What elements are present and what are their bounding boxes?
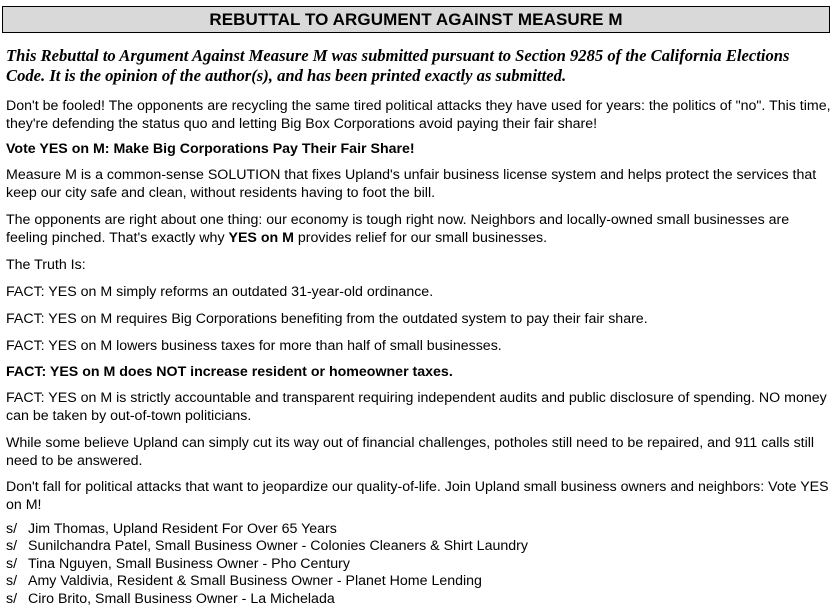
signature-prefix: s/	[6, 590, 18, 607]
paragraph-economy-bold: YES on M	[228, 230, 294, 246]
heading-vote-yes: Vote YES on M: Make Big Corporations Pay Their Fair Share!	[6, 141, 415, 157]
signature-item	[6, 573, 832, 590]
signature-text: Tina Nguyen, Small Business Owner - Pho Century	[28, 555, 350, 572]
signature-text: Sunilchandra Patel, Small Business Owner - Colonies Cleaners & Shirt Laundry	[28, 538, 528, 555]
signature-list	[6, 521, 832, 608]
paragraph-economy-text: The opponents are right about one thing: our economy is tough right now. Neighbors and locally-owned small businesses are feeling pinched. That's exactly why	[6, 212, 790, 246]
signature-text: Jim Thomas, Upland Resident For Over 65 Years	[28, 521, 337, 537]
paragraph-measure-m-solution: Measure M is a common-sense SOLUTION that fixes Upland's unfair business license system and helps protect the services that keep our city safe and clean, without residents having to foot the bill.	[6, 167, 817, 201]
signature-text: Amy Valdivia, Resident & Small Business Owner - Planet Home Lending	[28, 573, 482, 590]
intro-statement: This Rebuttal to Argument Against Measure M was submitted pursuant to Section 9285 of the California Elections Code. It is the opinion of the author(s), and has been printed exactly as submitted.	[6, 46, 790, 85]
document-title: REBUTTAL TO ARGUMENT AGAINST MEASURE M	[2, 6, 830, 33]
paragraph-dont-be-fooled: Don't be fooled! The opponents are recycling the same tired political attacks they have used for years: the politics of "no". This time, they're defending the status quo and letting Big Box Corporations avoid paying their fair share!	[6, 98, 831, 132]
paragraph-potholes: While some believe Upland can simply cut its way out of financial challenges, potholes still need to be repaired, and 911 calls still need to be answered.	[6, 435, 815, 469]
truth-heading: The Truth Is:	[6, 257, 86, 273]
signature-text: Ciro Brito, Small Business Owner - La Michelada	[28, 590, 335, 607]
fact-3: FACT: YES on M lowers business taxes for more than half of small businesses.	[6, 338, 502, 354]
paragraph-economy-end: provides relief for our small businesses.	[293, 230, 548, 246]
fact-1: FACT: YES on M simply reforms an outdated 31-year-old ordinance.	[6, 284, 434, 300]
fact-2: FACT: YES on M requires Big Corporations benefiting from the outdated system to pay their fair share.	[6, 311, 648, 327]
signature-item	[6, 538, 832, 555]
signature-item	[6, 556, 832, 573]
paragraph-economy	[6, 211, 832, 247]
signature-item	[6, 521, 832, 538]
signature-prefix: s/	[6, 521, 18, 537]
signature-prefix: s/	[6, 538, 18, 555]
paragraph-dont-fall: Don't fall for political attacks that want to jeopardize our quality-of-life. Join Upland small business owners and neighbors: Vote YES on M!	[6, 479, 829, 513]
signature-prefix: s/	[6, 573, 18, 590]
signature-prefix: s/	[6, 555, 18, 572]
fact-4: FACT: YES on M does NOT increase resident or homeowner taxes.	[6, 364, 453, 380]
signature-item	[6, 591, 832, 608]
fact-5: FACT: YES on M is strictly accountable and transparent requiring independent audits and public disclosure of spending. NO money can be taken by out-of-town politicians.	[6, 390, 827, 424]
